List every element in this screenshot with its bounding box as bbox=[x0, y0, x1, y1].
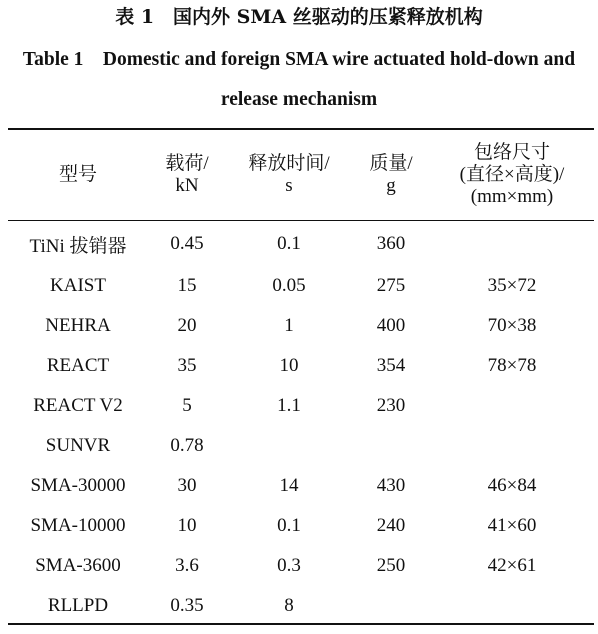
header-model bbox=[8, 130, 148, 220]
header-mass bbox=[352, 130, 430, 220]
header-envelope-line3: (mm×mm) bbox=[470, 186, 554, 207]
cell-mass bbox=[352, 586, 430, 626]
cell-release-time: 14 bbox=[279, 475, 299, 496]
header-load-line1: 载荷/ bbox=[165, 153, 209, 174]
table-row bbox=[8, 306, 594, 346]
table-row bbox=[8, 506, 594, 546]
header-mass-line2: g bbox=[386, 175, 396, 196]
cell-model: REACT V2 bbox=[33, 395, 123, 416]
header-release-time-line2: s bbox=[285, 175, 293, 196]
cell-mass: 240 bbox=[376, 515, 406, 536]
cell-envelope-size: 42×61 bbox=[487, 555, 537, 576]
cell-load: 35 bbox=[177, 355, 197, 376]
cell-release-time: 0.3 bbox=[277, 555, 301, 576]
cell-load: 10 bbox=[177, 515, 197, 536]
cell-model: KAIST bbox=[50, 275, 106, 296]
cell-envelope-size bbox=[430, 426, 594, 466]
cell-load: 0.45 bbox=[170, 233, 204, 254]
cell-load: 20 bbox=[177, 315, 197, 336]
cell-model: NEHRA bbox=[45, 315, 111, 336]
cell-load: 5 bbox=[182, 395, 192, 416]
cell-model: SUNVR bbox=[45, 435, 111, 456]
cell-mass: 250 bbox=[376, 555, 406, 576]
cell-mass: 230 bbox=[376, 395, 406, 416]
header-envelope-line1: 包络尺寸 bbox=[473, 142, 550, 163]
table-row bbox=[8, 586, 594, 626]
cell-model: TiNi 拔销器 bbox=[29, 235, 127, 257]
cell-release-time: 0.05 bbox=[272, 275, 306, 296]
cell-envelope-size: 46×84 bbox=[487, 475, 537, 496]
header-load-line2: kN bbox=[175, 175, 199, 196]
table-row bbox=[8, 546, 594, 586]
table-body bbox=[8, 220, 594, 626]
cell-model: RLLPD bbox=[47, 595, 109, 616]
cell-model: SMA-3600 bbox=[35, 555, 121, 576]
header-envelope-line2: (直径×高度)/ bbox=[459, 164, 565, 185]
table-row bbox=[8, 426, 594, 466]
header-release-time bbox=[226, 130, 352, 220]
cell-envelope-size bbox=[430, 386, 594, 426]
cell-mass: 430 bbox=[376, 475, 406, 496]
cell-load: 0.35 bbox=[170, 595, 204, 616]
cell-load: 15 bbox=[177, 275, 197, 296]
cell-model: SMA-30000 bbox=[30, 475, 126, 496]
table-caption-english: Table 1 Domestic and foreign SMA wire actuated hold-down and release mechanism bbox=[22, 49, 576, 110]
table-header-row bbox=[8, 130, 594, 220]
cell-mass: 354 bbox=[376, 355, 406, 376]
header-model-line1: 型号 bbox=[58, 164, 97, 185]
table-caption-chinese: 表 1 国内外 SMA 丝驱动的压紧释放机构 bbox=[115, 6, 483, 28]
table-row bbox=[8, 466, 594, 506]
table-row bbox=[8, 220, 594, 266]
cell-release-time: 10 bbox=[279, 355, 299, 376]
cell-envelope-size bbox=[430, 220, 594, 266]
cell-mass: 360 bbox=[376, 233, 406, 254]
table-row bbox=[8, 346, 594, 386]
cell-model: REACT bbox=[46, 355, 110, 376]
cell-load: 30 bbox=[177, 475, 197, 496]
cell-envelope-size: 78×78 bbox=[487, 355, 537, 376]
table-row bbox=[8, 266, 594, 306]
cell-envelope-size bbox=[430, 586, 594, 626]
cell-release-time: 0.1 bbox=[277, 515, 301, 536]
cell-load: 3.6 bbox=[175, 555, 199, 576]
cell-envelope-size: 41×60 bbox=[487, 515, 537, 536]
cell-release-time bbox=[226, 426, 352, 466]
cell-release-time: 8 bbox=[284, 595, 294, 616]
header-load bbox=[148, 130, 226, 220]
cell-release-time: 1 bbox=[284, 315, 294, 336]
cell-release-time: 0.1 bbox=[277, 233, 301, 254]
table-row bbox=[8, 386, 594, 426]
cell-mass: 400 bbox=[376, 315, 406, 336]
cell-envelope-size: 70×38 bbox=[487, 315, 537, 336]
sma-mechanism-table bbox=[8, 130, 594, 626]
cell-mass: 275 bbox=[376, 275, 406, 296]
header-release-time-line1: 释放时间/ bbox=[248, 153, 330, 174]
cell-release-time: 1.1 bbox=[277, 395, 301, 416]
cell-mass bbox=[352, 426, 430, 466]
cell-model: SMA-10000 bbox=[30, 515, 126, 536]
cell-load: 0.78 bbox=[170, 435, 204, 456]
header-mass-line1: 质量/ bbox=[369, 153, 413, 174]
header-envelope-size bbox=[430, 130, 594, 220]
cell-envelope-size: 35×72 bbox=[487, 275, 537, 296]
